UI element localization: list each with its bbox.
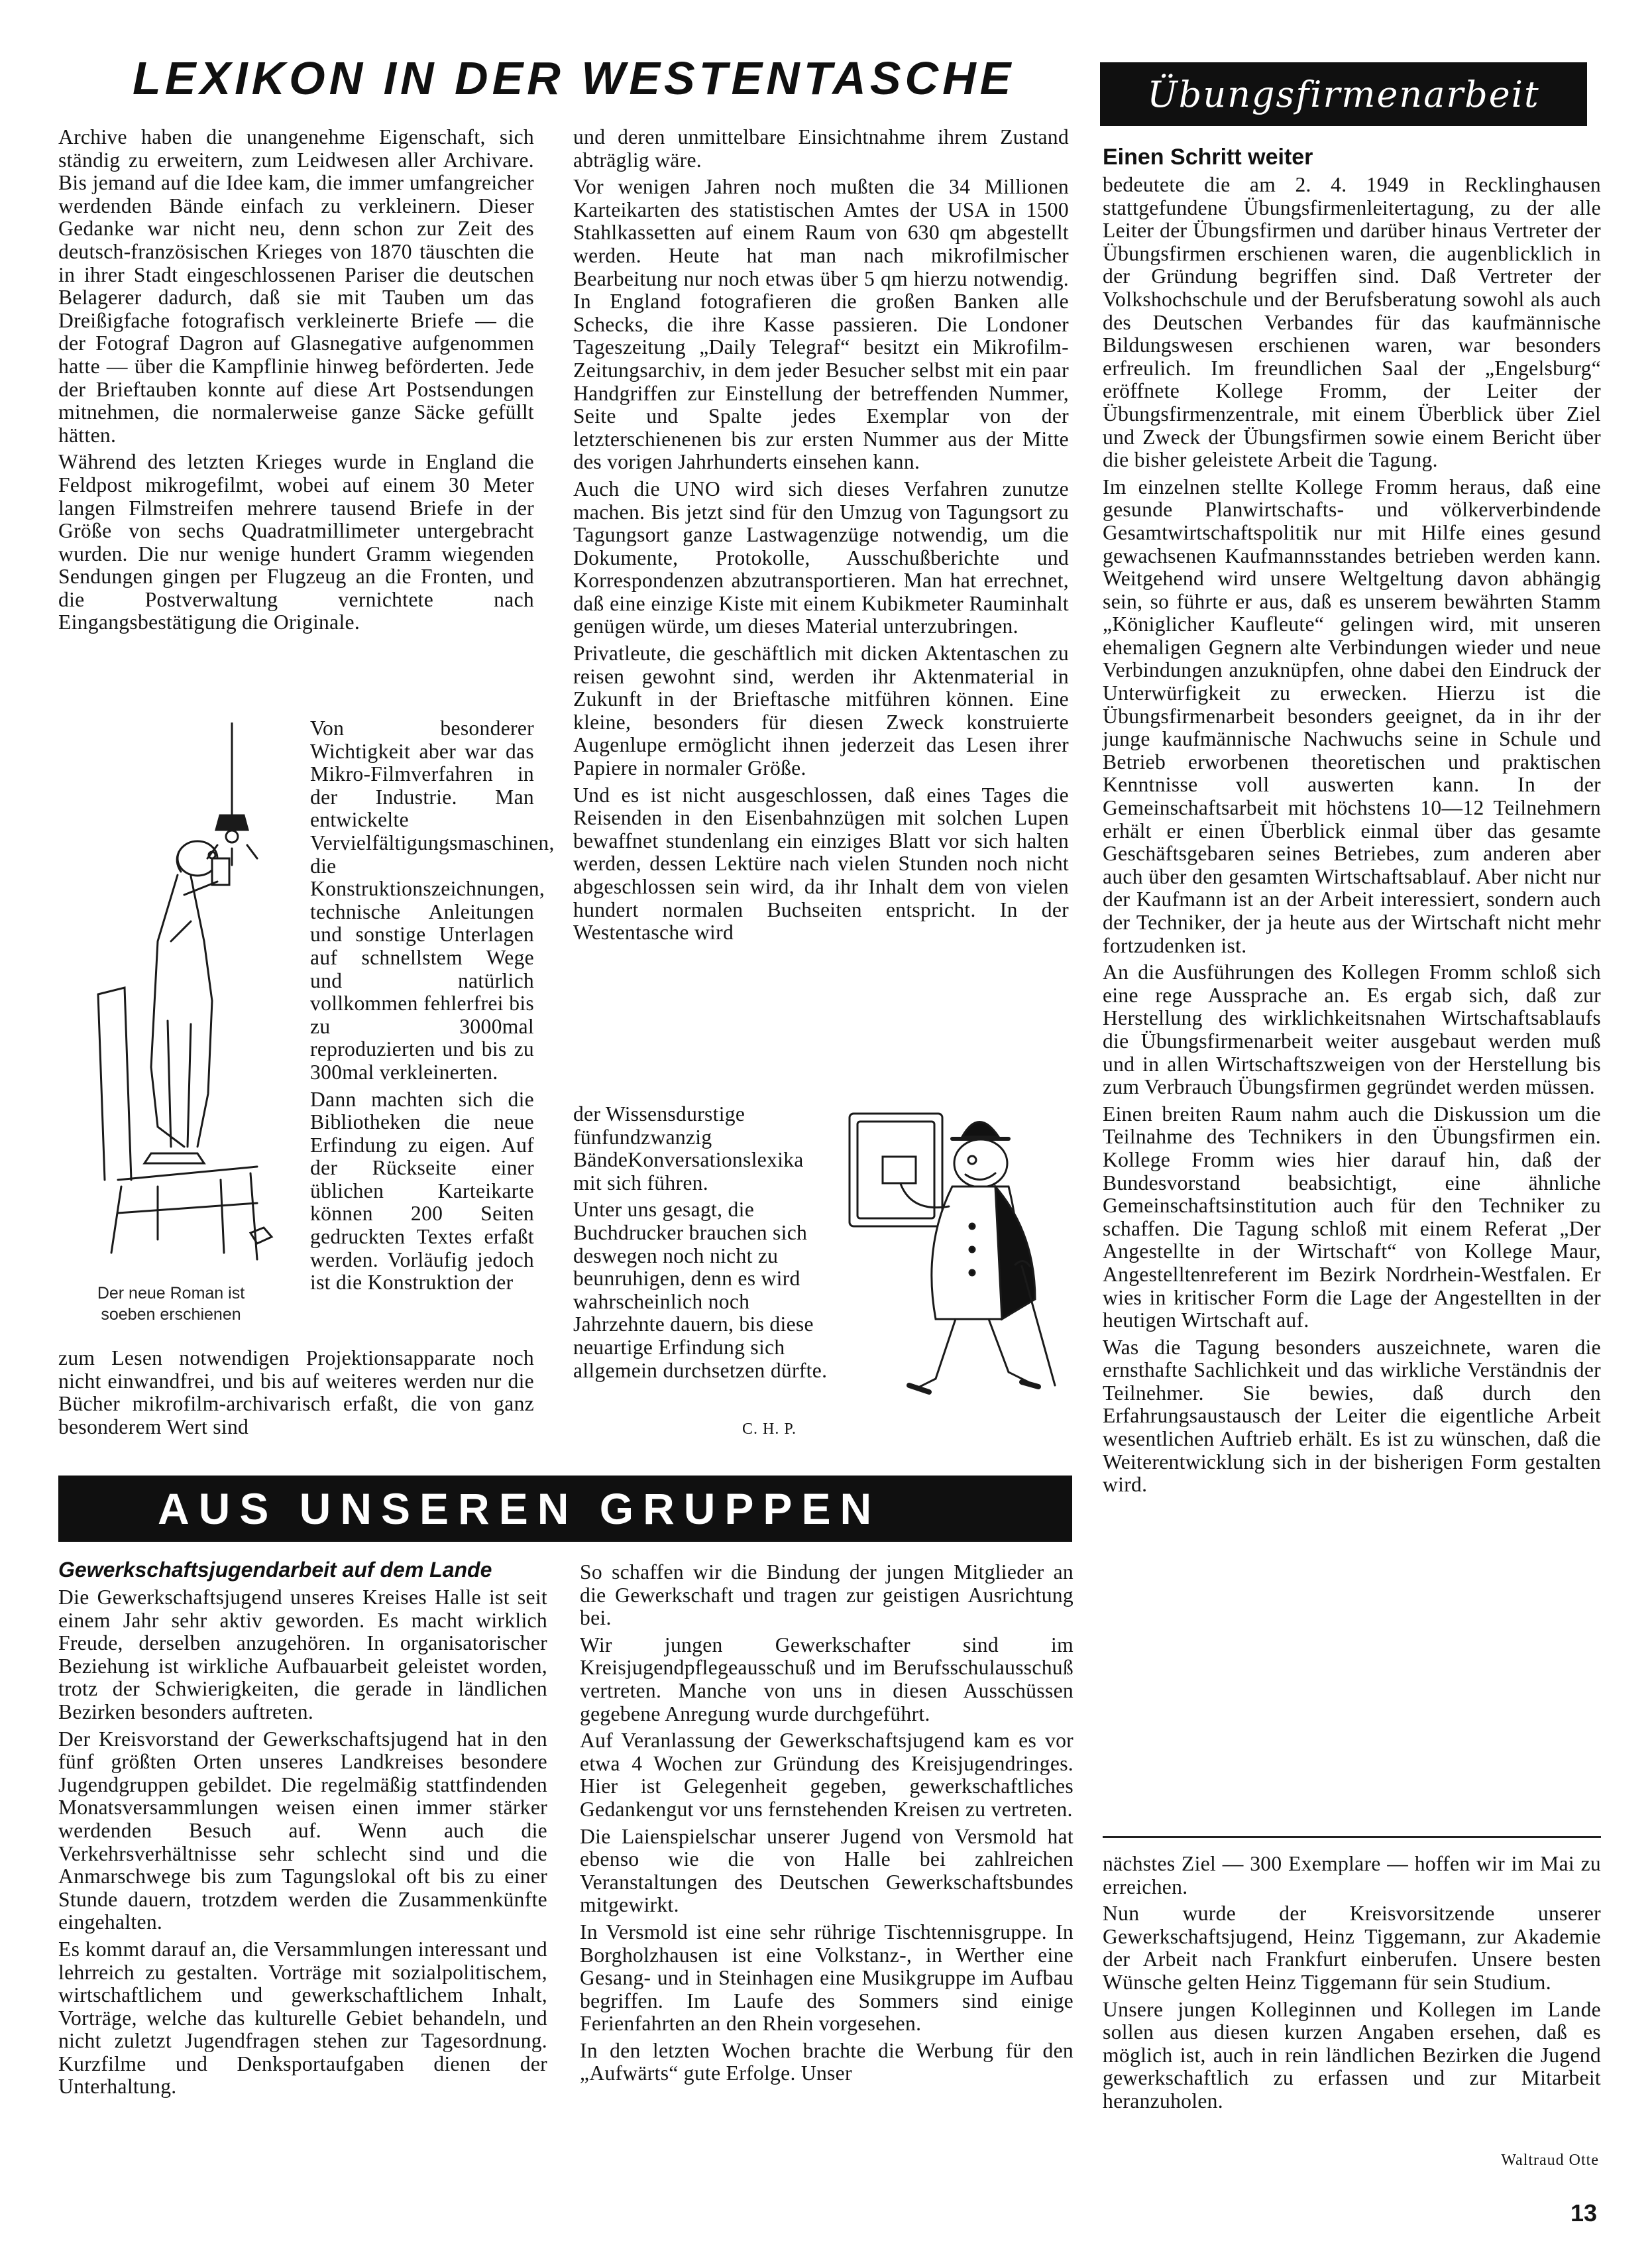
gruppen-paragraph: Es kommt darauf an, die Versammlungen interessant und lehrreich zu gestalten. Vorträge mit sozialpolitischem, wirtschaftlichem und gewerkschaftlichem Inhalt, Vorträge, welche das kulturelle Gebiet behandeln, und nicht zuletzt Jugendfragen stehen zur Tagesordnung. Kurzfilme und Denksportaufgaben dienen der Unterhaltung. [58, 1937, 547, 2099]
lexikon-column-1-bottom [58, 1347, 534, 1442]
lexikon-paragraph: Und es ist nicht ausgeschlossen, daß eines Tages die Reisenden in den Eisenbahnzügen mit solchen Lupen bewaffnet stundenlang ein einziges Blatt vor sich halten werden, dessen Lektüre nach vielen Stunden noch nicht abgeschlossen sein wird, da ihr Inhalt dem von vielen hundert normalen Buchseiten entspricht. In der Westentasche wird [573, 783, 1069, 945]
lexikon-paragraph: und deren unmittelbare Einsichtnahme ihrem Zustand abträglig wäre. [573, 125, 1069, 172]
sidebar-paragraph: An die Ausführungen des Kollegen Fromm schloß sich eine rege Aussprache an. Es ergab sich, daß zur Herstellung des wirklichkeitsnahen Wirtschaftsablaufs die Übungsfirmenarbeit weiter ausgebaut werden muß und in allen Wirtschaftszweigen von der Herstellung bis zum Verbrauch Übungsfirmen gegründet werden müssen. [1103, 960, 1601, 1099]
sidebar-banner-title: Übungsfirmenarbeit [1147, 73, 1540, 115]
lexikon-paragraph: Während des letzten Krieges wurde in England die Feldpost mikrogefilmt, wobei auf einem 30 Meter langen Filmstreifen mehrere tausend Briefe in der Größe von sechs Quadratmillimeter untergebracht wurden. Die nur wenige hundert Gramm wiegenden Sendungen gingen per Flugzeug an die Fronten, und die Postverwaltung vernichtete nach Eingangsbestätigung die Originale. [58, 450, 534, 634]
lexikon-column-1-narrow [310, 717, 555, 1299]
sidebar-paragraph: Was die Tagung besonders auszeichnete, waren die ernsthafte Sachlichkeit und das wirkliche Verständnis der Teilnehmer. Sie bewies, daß durch den Erfahrungsaustausch der Leiter die eigentliche Arbeit wesentlichen Auftrieb erhält. Es ist zu wünschen, daß die Weiterentwicklung sich in der bisherigen Form gestalten wird. [1103, 1335, 1601, 1497]
page-number: 13 [1570, 2199, 1598, 2227]
sidebar-divider [1103, 1836, 1601, 1838]
gruppen-paragraph: Nun wurde der Kreisvorsitzende unserer Gewerkschaftsjugend, Heinz Tiggemann, zur Akademie der Arbeit nach Frankfurt einberufen. Unsere besten Wünsche gelten Heinz Tiggemann für sein Studium. [1103, 1902, 1601, 1994]
gruppen-paragraph: In Versmold ist eine sehr rührige Tischtennisgruppe. In Borgholzhausen ist eine Volkstanz-, in Werther eine Gesang- und in Steinhagen eine Musikgruppe im Aufbau begriffen. Im Laufe des Sommers sind einige Ferienfahrten an den Rhein vorgesehen. [580, 1920, 1074, 2036]
lexikon-author-initials: C. H. P. [742, 1420, 797, 1438]
sidebar-banner [1100, 62, 1587, 126]
lexikon-paragraph: Privatleute, die geschäftlich mit dicken Aktentaschen zu reisen gewohnt sind, werden ihr Aktenmaterial in Zukunft in der Brieftasche mitführen können. Eine kleine, besonders für diesen Zweck konstruierte Augenlupe ermöglicht ihnen jederzeit das Lesen ihrer Papiere in normaler Größe. [573, 642, 1069, 780]
caption-line-2: soeben erschienen [101, 1305, 241, 1324]
lexikon-paragraph: Auch die UNO wird sich dieses Verfahren zunutze machen. Bis jetzt sind für den Umzug von Tagungsort zu Tagungsort ganze Lastwagenzüge notwendig, um die Dokumente, Protokolle, Ausschußberichte und Korrespondenzen abzutransportieren. Man hat errechnet, daß eine einzige Kiste mit einem Kubikmeter Rauminhalt genügen würde, um dieses Material unterzubringen. [573, 477, 1069, 638]
sidebar-paragraph: Im einzelnen stellte Kollege Fromm heraus, daß eine gesunde Planwirtschafts- und völkerverbindende Gesamtwirtschaftspolitik nur mit Hilfe eines gesund gewachsenen Kaufmannsstandes betrieben werden kann. Weitgehend wird unsere Weltgeltung davon abhängig sein, so führte er aus, daß es unserem bewährten Stamm „Königlicher Kaufleute“ gelingen wird, mit unseren ehemaligen Gegnern alte Verbindungen wieder und neue Verbindungen anzuknüpfen, ohne dabei den Eindruck der Unterwürfigkeit zu erwecken. Hierzu ist die Übungsfirmenarbeit besonders geeignet, da in ihr der junge kaufmännische Nachwuchs seine in Schule und Betrieb erworbenen theoretischen und praktischen Kenntnisse voll auswerten kann. In der Gemeinschaftsarbeit mit höchstens 10—12 Teilnehmern erhält er einen Überblick einmal über das gesamte Geschäftsgebaren seines Betriebes, zum anderen aber auch über den gesamten Wirtschaftsablauf. Aber nicht nur der Kaufmann ist an der Arbeit interessiert, sondern auch der Techniker, der ja heute aus der Wirtschaft nicht mehr fortzudenken ist. [1103, 475, 1601, 957]
gruppen-column-1 [58, 1586, 547, 2103]
gentleman-with-cane-and-books-illustration [836, 1100, 1075, 1412]
lexikon-paragraph: Unter uns gesagt, die Buchdrucker brauchen sich deswegen noch nicht zu beunruhigen, denn es wird wahrscheinlich noch Jahrzehnte dauern, bis diese neuartige Erfindung sich allgemein durchsetzen dürfte. [573, 1198, 828, 1382]
gruppen-author: Waltraud Otte [1501, 2152, 1599, 2169]
gruppen-paragraph: Die Laienspielschar unserer Jugend von Versmold hat ebenso wie die von Halle bei zahlreichen Veranstaltungen des Deutschen Gewerkschaftsbundes mitgewirkt. [580, 1824, 1074, 1917]
man-on-chair-reading-illustration [58, 723, 297, 1273]
gruppen-paragraph: Der Kreisvorstand der Gewerkschaftsjugend hat in den fünf größten Orten unseres Landkreises besondere Jugendgruppen gebildet. Die regelmäßig stattfindenden Monatsversammlungen weisen einen immer stärker werdenden Besuch auf. Wenn auch die Verkehrsverhältnisse sehr schlecht sind und die Anmarschwege bis zum Tagungslokal oft bis zu einer Stunde dauern, trotzdem werden die Zusammenkünfte eingehalten. [58, 1727, 547, 1934]
sidebar-paragraph: bedeutete die am 2. 4. 1949 in Recklinghausen stattgefundene Übungsfirmenleitertagung, zu der alle Leiter der Übungsfirmen und darüber hinaus Vertreter der Übungsfirmen erschienen waren, die augenblicklich in der Gründung begriffen sind. Daß Vertreter der Volkshochschule und der Berufsberatung sowohl als auch des Deutschen Verbandes für das kaufmännische Bildungswesen erschienen waren, war besonders erfreulich. Im freundlichen Saal der „Engelsburg“ eröffnete Kollege Fromm, der Leiter der Übungsfirmenzentrale, mit einem Überblick über Ziel und Zweck der Übungsfirmen sowie einem Bericht über die bisher geleistete Arbeit die Tagung. [1103, 173, 1601, 472]
gruppen-subhead: Gewerkschaftsjugendarbeit auf dem Lande [58, 1558, 492, 1582]
lexikon-column-1-top [58, 126, 534, 638]
gruppen-banner [58, 1476, 1072, 1542]
illustration-caption [58, 1283, 284, 1325]
gruppen-paragraph: Wir jungen Gewerkschafter sind im Kreisjugendpflegeausschuß und im Berufsschulausschuß vertreten. Manche von uns in diesen Ausschüssen gegebene Anregung wurde durchgeführt. [580, 1633, 1074, 1725]
page-headline: LEXIKON IN DER WESTENTASCHE [133, 52, 1015, 104]
lexikon-paragraph: der Wissensdurstige fünfundzwanzig BändeKonversationslexika mit sich führen. [573, 1102, 804, 1194]
gruppen-paragraph: Die Gewerkschaftsjugend unseres Kreises Halle ist seit einem Jahr sehr aktiv geworden. Es macht wirklich Freude, derselben anzugehören. In organisatorischer Beziehung ist wirkliche Aufbauarbeit geleistet worden, trotz der Schwierigkeiten, die gerade in ländlichen Bezirken besonders auftreten. [58, 1586, 547, 1723]
sidebar-paragraph: Einen breiten Raum nahm auch die Diskussion um die Teilnahme des Technikers in den Übungsfirmen ein. Kollege Fromm wies hier darauf hin, daß der Bundesvorstand beabsichtigt, eine ähnliche Gemeinschaftsinstitution auch für den Techniker zu schaffen. Die Tagung schloß mit einem Referat „Der Angestellte in der Wirtschaft“ von Kollege Maur, Angestelltenreferent im Bezirk Nordrhein-Westfalen. Er wies in kritischer Form die Lage der Angestellten in der heutigen Wirtschaft auf. [1103, 1102, 1601, 1332]
lexikon-paragraph: Archive haben die unangenehme Eigenschaft, sich ständig zu erweitern, zum Leidwesen aller Archivare. Bis jemand auf die Idee kam, die immer umfangreicher werdenden Bände einfach zu verkleinern. Dieser Gedanke war nicht neu, denn schon zur Zeit des deutsch-französischen Krieges von 1870 täuschten die in ihrer Stadt eingeschlossenen Pariser die deutschen Belagerer dadurch, daß sie mit Tauben um das Dreißigfache fotografisch verkleinerte Briefe — die der Fotograf Dagron auf Glasnegative aufgenommen hatte — über die Kampflinie hinweg beförderten. Jede der Brieftauben konnte auf diese Art Postsendungen mitnehmen, die normalerweise ganze Säcke gefüllt hätten. [58, 125, 534, 447]
gruppen-paragraph: Auf Veranlassung der Gewerkschaftsjugend kam es vor etwa 4 Wochen zur Gründung des Kreisjugendringes. Hier ist Gelegenheit gegeben, gewerkschaftliches Gedankengut vor uns fernstehenden Kreisen zu vertreten. [580, 1729, 1074, 1821]
lexikon-paragraph: Dann machten sich die Bibliotheken die neue Erfindung zu eigen. Auf der Rückseite einer üblichen Karteikarte können 200 Seiten gedruckten Textes erfaßt werden. Vorläufig jedoch ist die Konstruktion der [310, 1087, 534, 1295]
lexikon-paragraph: Vor wenigen Jahren noch mußten die 34 Millionen Karteikarten des statistischen Amtes der USA in 1500 Stahlkassetten auf einem Raum von 630 qm abgestellt werden. Heute hat man nach mikrofilmischer Bearbeitung nur noch etwas über 5 qm hierzu notwendig. In England fotografieren die großen Banken alle Schecks, die ihre Kasse passieren. Die Londoner Tageszeitung „Daily Telegraf“ besitzt ein Mikrofilm-Zeitungsarchiv, in dem jeder Besucher selbst mit ein paar Handgriffen zur Einstellung der betreffenden Nummer, Seite und Spalte jedes Exemplar von der letzterschienenen bis zur ersten Nummer aus der Mitte des vorigen Jahrhunderts einsehen kann. [573, 175, 1069, 474]
gruppen-column-3 [1103, 1853, 1601, 2117]
gruppen-paragraph: So schaffen wir die Bindung der jungen Mitglieder an die Gewerkschaft und tragen zur geistigen Ausrichtung bei. [580, 1560, 1074, 1630]
lexikon-paragraph: zum Lesen notwendigen Projektionsapparate noch nicht einwandfrei, und bis auf weiteres werden nur die Bücher mikrofilm-archivarisch erfaßt, die von ganz besonderem Wert sind [58, 1346, 534, 1438]
sidebar-subhead: Einen Schritt weiter [1103, 145, 1313, 170]
sidebar-article [1103, 174, 1601, 1501]
gruppen-paragraph: Unsere jungen Kolleginnen und Kollegen im Lande sollen aus diesen kurzen Angaben ersehen, daß es möglich ist, auch in rein ländlichen Bezirken die Jugend gewerkschaftlich zu erfassen und zur Mitarbeit heranzuholen. [1103, 1997, 1601, 2113]
lexikon-paragraph: Von besonderer Wichtigkeit aber war das Mikro-Filmverfahren in der Industrie. Man entwickelte Vervielfältigungsmaschinen, die Konstruktionszeichnungen, technische Anleitungen und sonstige Unterlagen auf schnellstem Wege und natürlich vollkommen fehlerfrei bis zu 3000mal reproduzierten und bis zu 300mal verkleinerten. [310, 717, 555, 1084]
gruppen-banner-title: AUS UNSEREN GRUPPEN [158, 1484, 881, 1533]
lexikon-column-2-narrow [573, 1103, 828, 1386]
gruppen-column-2 [580, 1561, 1074, 2089]
gruppen-paragraph: In den letzten Wochen brachte die Werbung für den „Aufwärts“ gute Erfolge. Unser [580, 2038, 1074, 2085]
lexikon-column-2-top [573, 126, 1069, 949]
caption-line-1: Der neue Roman ist [97, 1284, 245, 1303]
gruppen-paragraph: nächstes Ziel — 300 Exemplare — hoffen wir im Mai zu erreichen. [1103, 1852, 1601, 1898]
